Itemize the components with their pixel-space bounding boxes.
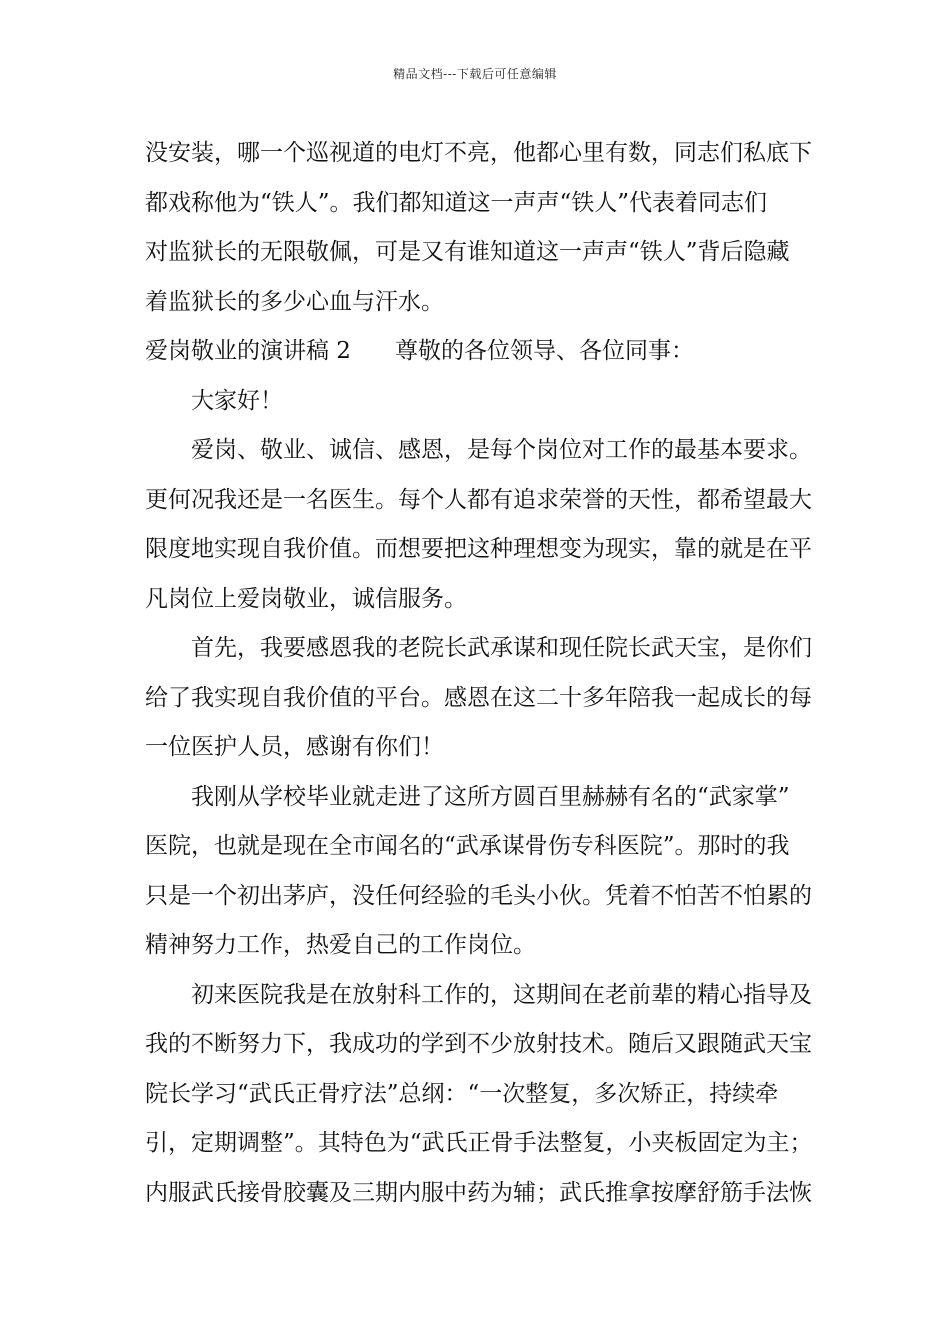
paragraph-line: 爱岗、敬业、诚信、感恩，是每个岗位对工作的最基本要求。 (191, 437, 812, 463)
paragraph-line: 引，定期调整”。其特色为“武氏正骨手法整复，小夹板固定为主； (145, 1130, 813, 1156)
paragraph-line: 初来医院我是在放射科工作的，这期间在老前辈的精心指导及 (191, 981, 812, 1008)
document-body (145, 132, 813, 1221)
paragraph-line: 限度地实现自我价值。而想要把这种理想变为现实，靠的就是在平 (145, 536, 812, 562)
paragraph-line: 只是一个初出茅庐，没任何经验的毛头小伙。凭着不怕苦不怕累的 (145, 882, 812, 909)
paragraph-line: 都戏称他为“铁人”。我们都知道这一声声“铁人”代表着同志们 (145, 189, 768, 216)
greeting-line: 大家好！ (191, 387, 283, 414)
paragraph-line: 我的不断努力下，我成功的学到不少放射技术。随后又跟随武天宝 (145, 1031, 812, 1057)
speech-title-line (145, 330, 813, 380)
paragraph-line: 精神努力工作，热爱自己的工作岗位。 (145, 932, 536, 958)
speech-title: 爱岗敬业的演讲稿 2 (145, 338, 351, 364)
paragraph-line: 院长学习“武氏正骨疗法”总纲：“一次整复，多次矫正，持续牵 (145, 1080, 779, 1107)
paragraph-line: 给了我实现自我价值的平台。感恩在这二十多年陪我一起成长的每 (145, 684, 812, 711)
salutation: 尊敬的各位领导、各位同事： (394, 338, 694, 364)
paragraph-line: 我刚从学校毕业就走进了这所方圆百里赫赫有名的“武家掌” (191, 783, 790, 810)
paragraph-line: 内服武氏接骨胶囊及三期内服中药为辅；武氏推拿按摩舒筋手法恢 (145, 1179, 812, 1206)
paragraph-line: 首先，我要感恩我的老院长武承谋和现任院长武天宝，是你们 (191, 635, 812, 661)
paragraph-line: 更何况我还是一名医生。每个人都有追求荣誉的天性，都希望最大 (145, 486, 812, 513)
paragraph-line: 对监狱长的无限敬佩，可是又有谁知道这一声声“铁人”背后隐藏 (145, 239, 790, 265)
paragraph-line: 一位医护人员，感谢有你们！ (145, 734, 444, 760)
paragraph-line: 着监狱长的多少心血与汗水。 (145, 288, 444, 315)
paragraph-line: 没安装，哪一个巡视道的电灯不亮，他都心里有数，同志们私底下 (145, 140, 812, 166)
page-header: 精品文档---下载后可任意编辑 (393, 67, 557, 81)
paragraph-line: 医院，也就是现在全市闻名的“武承谋骨伤专科医院”。那时的我 (145, 833, 790, 859)
paragraph-line: 凡岗位上爱岗敬业，诚信服务。 (145, 585, 467, 612)
